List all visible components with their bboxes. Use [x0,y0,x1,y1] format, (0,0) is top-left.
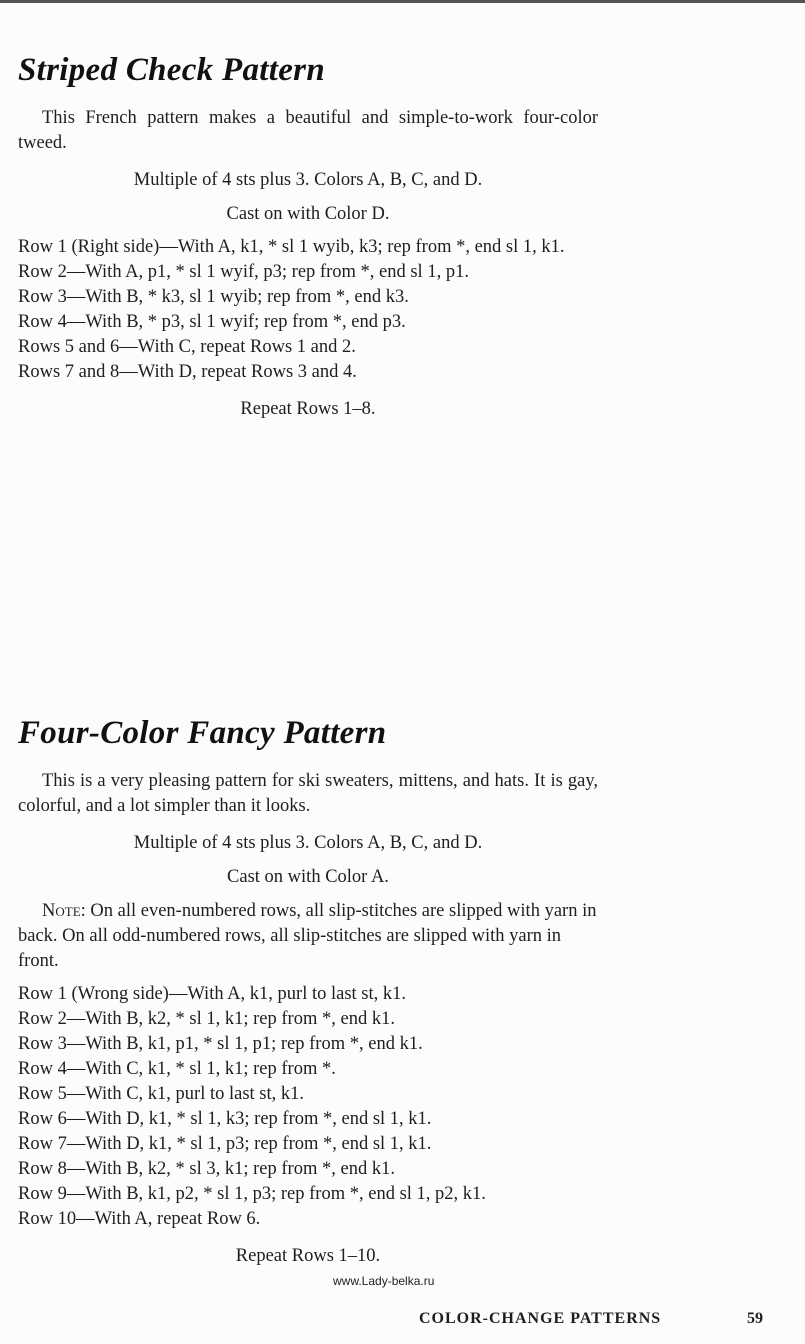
row-instruction: Row 10—With A, repeat Row 6. [18,1209,261,1229]
row-instructions [18,982,598,1232]
cast-on-line: Cast on with Color A. [227,867,389,887]
row-instruction: Row 3—With B, * k3, sl 1 wyib; rep from *, end k3. [18,287,409,307]
cast-on-line: Cast on with Color D. [226,204,390,224]
page-number: 59 [747,1310,763,1327]
section-title: Four-Color Fancy Pattern [18,715,387,751]
repeat-line: Repeat Rows 1–10. [235,1246,381,1266]
section-title: Striped Check Pattern [18,52,325,88]
row-instructions [18,235,598,385]
top-rule [0,0,805,3]
multiple-line: Multiple of 4 sts plus 3. Colors A, B, C, and D. [133,833,483,853]
row-instruction: Row 6—With D, k1, * sl 1, k3; rep from *, end sl 1, k1. [18,1109,432,1129]
watermark-link[interactable]: www.Lady-belka.ru [333,1274,435,1288]
row-instruction: Row 1 (Right side)—With A, k1, * sl 1 wyib, k3; rep from *, end sl 1, k1. [18,237,565,257]
row-instruction: Row 7—With D, k1, * sl 1, p3; rep from *, end sl 1, k1. [18,1134,432,1154]
page-footer [0,1310,805,1334]
section-four-color-fancy [18,715,598,1269]
row-instruction: Row 8—With B, k2, * sl 3, k1; rep from *, end k1. [18,1159,395,1179]
row-instruction: Row 4—With C, k1, * sl 1, k1; rep from *. [18,1059,336,1079]
multiple-line: Multiple of 4 sts plus 3. Colors A, B, C, and D. [133,170,483,190]
note-paragraph [18,899,598,974]
row-instruction: Rows 5 and 6—With C, repeat Rows 1 and 2. [18,337,356,357]
running-head: COLOR-CHANGE PATTERNS [419,1310,662,1327]
intro-paragraph: This is a very pleasing pattern for ski sweaters, mittens, and hats. It is gay, colorful, and a lot simpler than it looks. [18,771,598,816]
row-instruction: Row 3—With B, k1, p1, * sl 1, p1; rep from *, end k1. [18,1034,423,1054]
row-instruction: Row 2—With B, k2, * sl 1, k1; rep from *, end k1. [18,1009,395,1029]
note-text: On all even-numbered rows, all slip-stitches are slipped with yarn in back. On all odd-numbered rows, all slip-stitches are slipped with yarn in front. [18,901,597,971]
row-instruction: Row 9—With B, k1, p2, * sl 1, p3; rep from *, end sl 1, p2, k1. [18,1184,486,1204]
row-instruction: Row 1 (Wrong side)—With A, k1, purl to last st, k1. [18,984,407,1004]
repeat-line: Repeat Rows 1–8. [240,399,376,419]
section-striped-check [18,52,598,422]
row-instruction: Rows 7 and 8—With D, repeat Rows 3 and 4. [18,362,357,382]
note-label: Note: [42,901,86,921]
row-instruction: Row 2—With A, p1, * sl 1 wyif, p3; rep from *, end sl 1, p1. [18,262,469,282]
row-instruction: Row 4—With B, * p3, sl 1 wyif; rep from *, end p3. [18,312,406,332]
row-instruction: Row 5—With C, k1, purl to last st, k1. [18,1084,305,1104]
intro-paragraph: This French pattern makes a beautiful and simple-to-work four-color tweed. [18,108,598,153]
